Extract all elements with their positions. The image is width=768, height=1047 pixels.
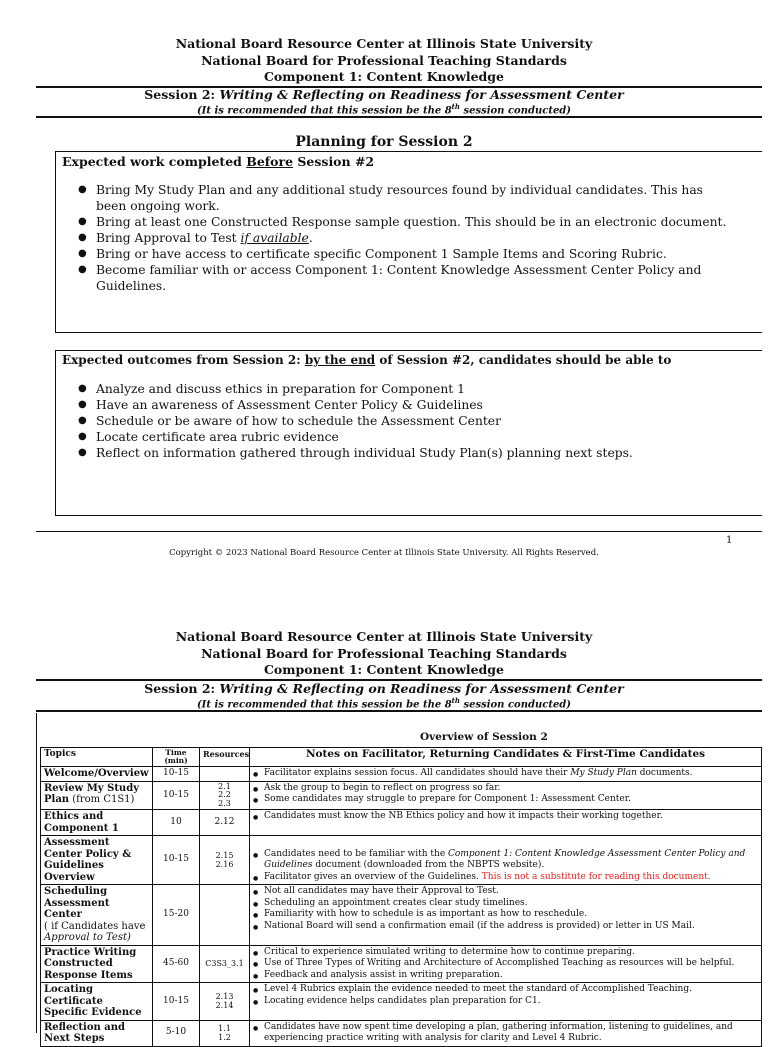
session-title bbox=[0, 87, 768, 102]
approval-text-a: Bring Approval to Test bbox=[96, 231, 241, 245]
approval-italic: if available bbox=[240, 231, 309, 245]
session-name: Writing & Reflecting on Readiness for Assessment Center bbox=[219, 681, 624, 696]
note-item: ● Critical to experience simulated writing to determine how to continue preparing. bbox=[264, 947, 758, 959]
note-item bbox=[264, 768, 758, 780]
outcomes-title-underline: by the end bbox=[304, 353, 376, 367]
topic-text-b: ( if Candidates have bbox=[44, 920, 146, 932]
approval-text-b: . bbox=[308, 231, 313, 245]
outcomes-box bbox=[55, 350, 762, 516]
note-item: ● Use of Three Types of Writing and Architecture of Accomplished Teaching as resources will be helpful. bbox=[264, 958, 758, 970]
row-topic bbox=[41, 885, 153, 946]
row-res: 2.13 2.14 bbox=[200, 983, 250, 1021]
col-time bbox=[153, 748, 200, 767]
page-number: 1 bbox=[726, 535, 733, 546]
note-italic: Component 1: Content Knowledge Assessment Center Policy and Guidelines bbox=[264, 848, 746, 870]
note-item: ● National Board will send a confirmation email (if the address is provided) or letter in US Mail. bbox=[264, 921, 758, 933]
row-res bbox=[200, 767, 250, 782]
row-notes bbox=[250, 983, 762, 1021]
row-topic: Welcome/Overview bbox=[41, 767, 153, 782]
row-topic bbox=[41, 781, 153, 810]
before-title-underline: Before bbox=[246, 154, 294, 169]
note-item: ● Feedback and analysis assist in writing preparation. bbox=[264, 970, 758, 982]
row-notes bbox=[250, 781, 762, 810]
row-time: 10-15 bbox=[153, 983, 200, 1021]
row-res: 1.1 1.2 bbox=[200, 1020, 250, 1046]
list-item: ● Analyze and discuss ethics in preparation for Component 1 bbox=[96, 381, 736, 397]
row-time: 45-60 bbox=[153, 945, 200, 983]
list-item bbox=[96, 230, 736, 246]
header-line2: National Board for Professional Teaching Standards bbox=[201, 645, 567, 661]
row-topic: Locating Certificate Specific Evidence bbox=[41, 983, 153, 1021]
note-warning: This is not a substitute for reading this document. bbox=[481, 871, 711, 882]
before-session-box bbox=[55, 151, 762, 333]
outcomes-title-a: Expected outcomes from Session 2: bbox=[62, 353, 305, 367]
row-time: 10-15 bbox=[153, 767, 200, 782]
session-title bbox=[0, 681, 768, 696]
note-text-b: documents. bbox=[636, 768, 693, 778]
col-notes: Notes on Facilitator, Returning Candidates & First-Time Candidates bbox=[250, 748, 762, 767]
table-row bbox=[41, 983, 762, 1021]
note-text-b: document (downloaded from the NBPTS website). bbox=[312, 860, 545, 870]
before-title-b: Session #2 bbox=[293, 154, 375, 169]
table-row bbox=[41, 885, 762, 946]
row-topic: Assessment Center Policy & Guidelines Overview bbox=[41, 836, 153, 885]
session-prefix: Session 2: bbox=[144, 87, 220, 102]
row-res: 2.12 bbox=[200, 810, 250, 836]
note-item: ● Level 4 Rubrics explain the evidence needed to meet the standard of Accomplished Teaching. bbox=[264, 984, 758, 996]
note-text-a: Facilitator gives an overview of the Guidelines. bbox=[264, 871, 482, 882]
row-notes bbox=[250, 767, 762, 782]
row-notes bbox=[250, 945, 762, 983]
list-item: ● Locate certificate area rubric evidence bbox=[96, 429, 736, 445]
note-item bbox=[264, 872, 758, 884]
recommend-text-b: session conducted) bbox=[459, 105, 572, 117]
session-recommendation bbox=[0, 696, 768, 710]
note-italic: My Study Plan bbox=[570, 768, 637, 778]
row-res: C3S3_3.1 bbox=[200, 945, 250, 983]
col-time-unit: (min) bbox=[164, 756, 188, 765]
note-item: ● Not all candidates may have their Approval to Test. bbox=[264, 886, 758, 898]
topic-text-b: (from C1S1) bbox=[69, 794, 135, 805]
footer-rule bbox=[36, 531, 762, 532]
recommend-text-b: session conducted) bbox=[459, 699, 572, 711]
topic-text-a: Scheduling Assessment Center bbox=[44, 886, 110, 920]
note-item: ● Ask the group to begin to reflect on progress so far. bbox=[264, 783, 758, 795]
session-recommendation bbox=[0, 102, 768, 116]
page2-header bbox=[0, 629, 768, 679]
row-topic: Ethics and Component 1 bbox=[41, 810, 153, 836]
table-row bbox=[41, 810, 762, 836]
before-list bbox=[96, 182, 736, 294]
row-res: 2.15 2.16 bbox=[200, 836, 250, 885]
header-line3: Component 1: Content Knowledge bbox=[263, 69, 504, 84]
copyright: Copyright © 2023 National Board Resource Center at Illinois State University. All Rights Reserved. bbox=[169, 548, 599, 558]
header-line1: National Board Resource Center at Illinois State University bbox=[175, 36, 593, 51]
row-topic: Reflection and Next Steps bbox=[41, 1020, 153, 1046]
list-item: ● Become familiar with or access Component 1: Content Knowledge Assessment Center Policy and Guidelines. bbox=[96, 262, 736, 294]
row-res bbox=[200, 885, 250, 946]
topic-text-a: Review My Study Plan bbox=[44, 782, 140, 805]
recommend-text-a: (It is recommended that this session be the 8 bbox=[196, 105, 452, 117]
note-item bbox=[264, 849, 758, 872]
note-item: ● Familiarity with how to schedule is as important as how to reschedule. bbox=[264, 909, 758, 921]
row-time: 15-20 bbox=[153, 885, 200, 946]
row-notes bbox=[250, 885, 762, 946]
note-text-a: Candidates need to be familiar with the bbox=[264, 848, 449, 859]
row-topic: Practice Writing Constructed Response Items bbox=[41, 945, 153, 983]
note-item: ● Candidates must know the NB Ethics policy and how it impacts their working together. bbox=[264, 811, 758, 823]
list-item: ● Have an awareness of Assessment Center Policy & Guidelines bbox=[96, 397, 736, 413]
table-header-row bbox=[41, 748, 762, 767]
session-name: Writing & Reflecting on Readiness for Assessment Center bbox=[219, 87, 624, 102]
table-row bbox=[41, 836, 762, 885]
note-item: ● Candidates have now spent time developing a plan, gathering information, listening to guidelines, and experiencing practice writing with analysis for clarity and Level 4 Rubric. bbox=[264, 1022, 758, 1045]
row-time: 10 bbox=[153, 810, 200, 836]
note-text-a: Facilitator explains session focus. All candidates should have their bbox=[264, 768, 571, 778]
recommend-text-a: (It is recommended that this session be the 8 bbox=[196, 699, 452, 711]
row-notes bbox=[250, 836, 762, 885]
session-prefix: Session 2: bbox=[144, 681, 220, 696]
planning-title: Planning for Session 2 bbox=[295, 134, 473, 150]
note-item: ● Scheduling an appointment creates clear study timelines. bbox=[264, 898, 758, 910]
table-row bbox=[41, 781, 762, 810]
list-item: ● Bring My Study Plan and any additional study resources found by individual candidates. This has been ongoing work. bbox=[96, 182, 736, 214]
col-topics: Topics bbox=[41, 748, 153, 767]
overview-title: Overview of Session 2 bbox=[420, 731, 548, 743]
list-item: ● Bring at least one Constructed Response sample question. This should be in an electronic document. bbox=[96, 214, 736, 230]
outcomes-title bbox=[62, 353, 671, 367]
note-item: ● Locating evidence helps candidates plan preparation for C1. bbox=[264, 996, 758, 1008]
topic-italic: Approval to Test) bbox=[44, 932, 131, 943]
row-res: 2.1 2.2 2.3 bbox=[200, 781, 250, 810]
outcomes-title-b: of Session #2, candidates should be able to bbox=[375, 353, 672, 367]
list-item: ● Bring or have access to certificate specific Component 1 Sample Items and Scoring Rubric. bbox=[96, 246, 736, 262]
recommend-sup: th bbox=[451, 696, 460, 705]
before-title bbox=[62, 154, 374, 169]
row-notes bbox=[250, 810, 762, 836]
col-resources: Resources bbox=[200, 748, 250, 767]
outcomes-list bbox=[96, 381, 736, 461]
table-row bbox=[41, 945, 762, 983]
list-item: ● Schedule or be aware of how to schedule the Assessment Center bbox=[96, 413, 736, 429]
note-item: ● Some candidates may struggle to prepare for Component 1: Assessment Center. bbox=[264, 794, 758, 806]
list-item: ● Reflect on information gathered through individual Study Plan(s) planning next steps. bbox=[96, 445, 736, 461]
session-rule bbox=[36, 710, 762, 712]
session-rule bbox=[36, 116, 762, 118]
page1-header bbox=[0, 36, 768, 86]
row-time: 5-10 bbox=[153, 1020, 200, 1046]
before-title-a: Expected work completed bbox=[62, 154, 247, 169]
recommend-sup: th bbox=[451, 102, 460, 111]
col-time-label: Time bbox=[165, 748, 187, 757]
overview-table bbox=[40, 747, 762, 1047]
row-time: 10-15 bbox=[153, 836, 200, 885]
header-line3: Component 1: Content Knowledge bbox=[263, 662, 504, 677]
header-line1: National Board Resource Center at Illinois State University bbox=[175, 629, 593, 644]
header-line2: National Board for Professional Teaching Standards bbox=[201, 52, 567, 68]
row-time: 10-15 bbox=[153, 781, 200, 810]
table-row bbox=[41, 767, 762, 782]
